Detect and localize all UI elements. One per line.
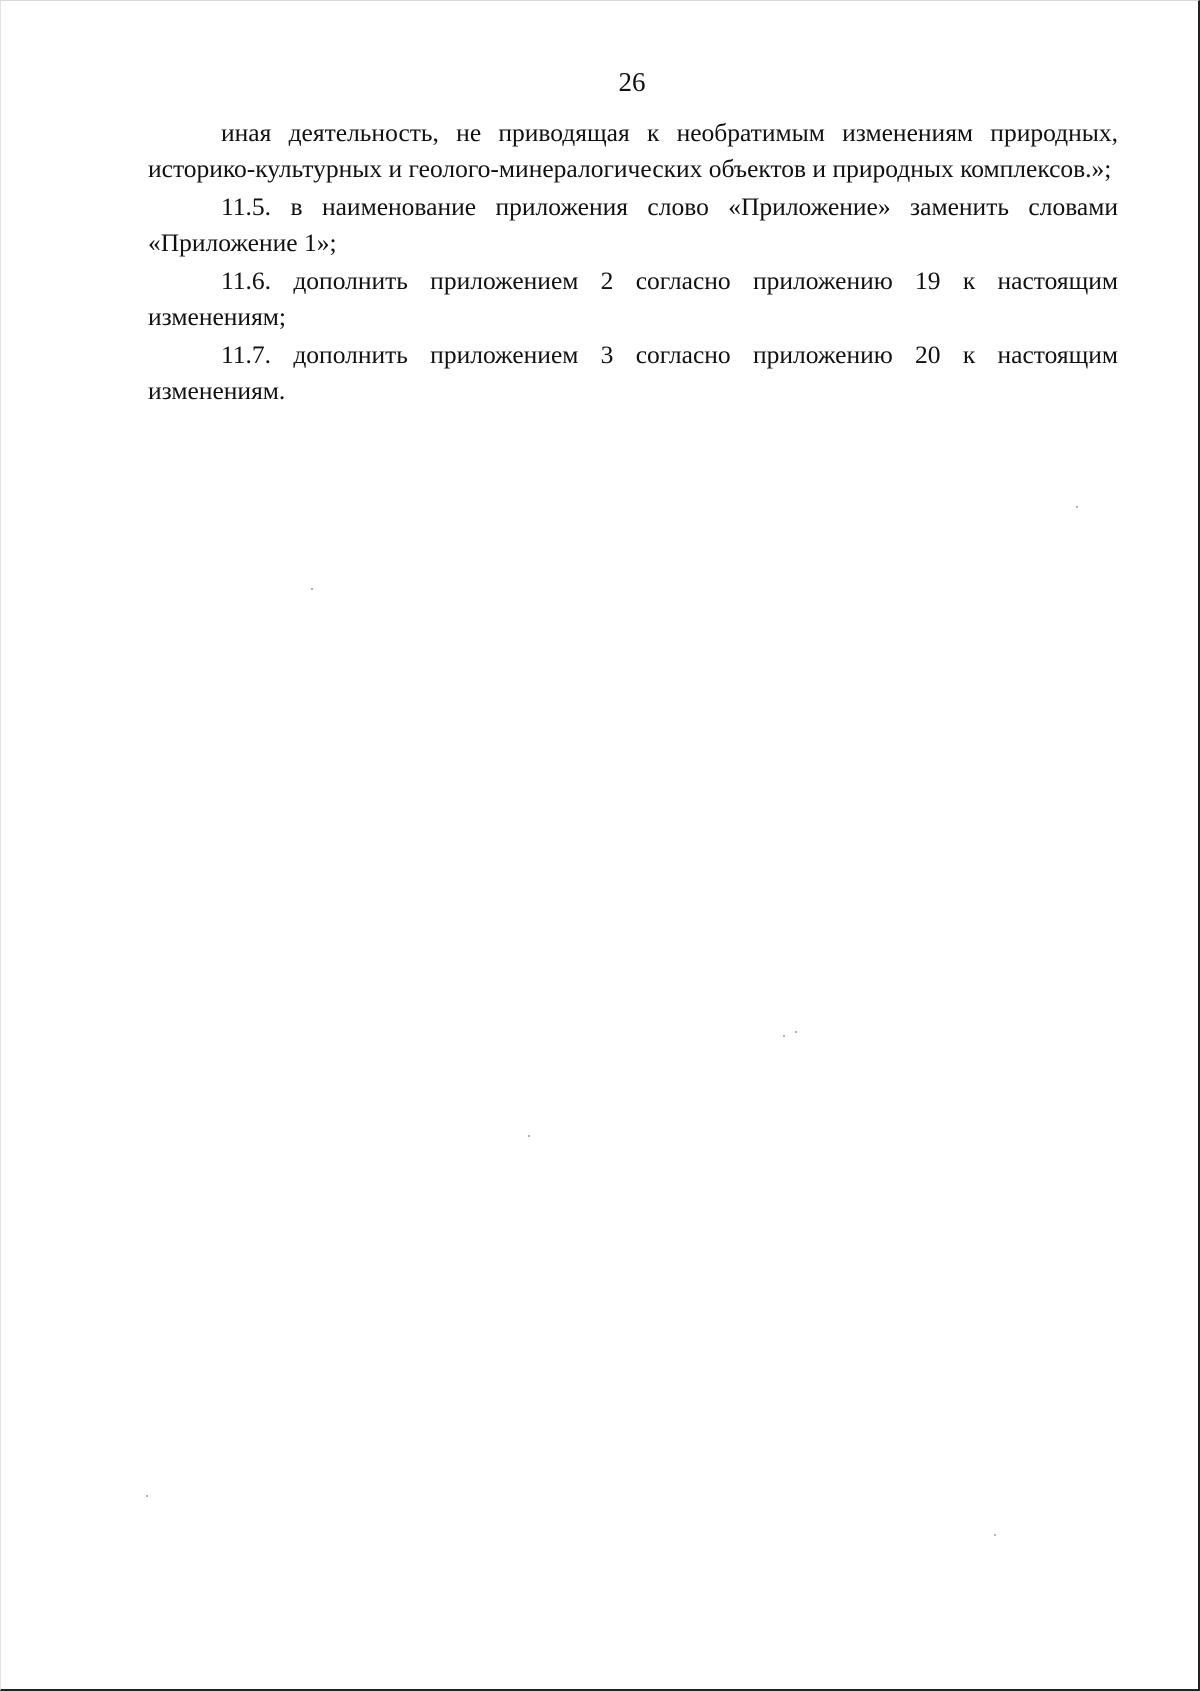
scan-speck xyxy=(994,1534,996,1536)
scan-speck xyxy=(528,1135,530,1137)
paragraph-item-11-6: 11.6. дополнить приложением 2 согласно приложению 19 к настоящим изменениям; xyxy=(148,266,1118,331)
scan-speck xyxy=(783,1035,785,1037)
scan-speck xyxy=(146,1495,148,1497)
paragraph-item-11-5: 11.5. в наименование приложения слово «Приложение» заменить словами «Приложение 1»; xyxy=(148,192,1118,257)
scan-speck xyxy=(795,1031,797,1033)
document-body xyxy=(148,115,1118,411)
scan-speck xyxy=(1076,506,1078,508)
paragraph-item-11-7: 11.7. дополнить приложением 3 согласно приложению 20 к настоящим изменениям. xyxy=(148,340,1118,405)
scan-speck xyxy=(311,588,313,590)
paragraph-continuation: иная деятельность, не приводящая к необратимым изменениям природных, историко-культурных и геолого-минералогических объектов и природных комплексов.»; xyxy=(148,118,1118,183)
page-number: 26 xyxy=(618,67,646,97)
